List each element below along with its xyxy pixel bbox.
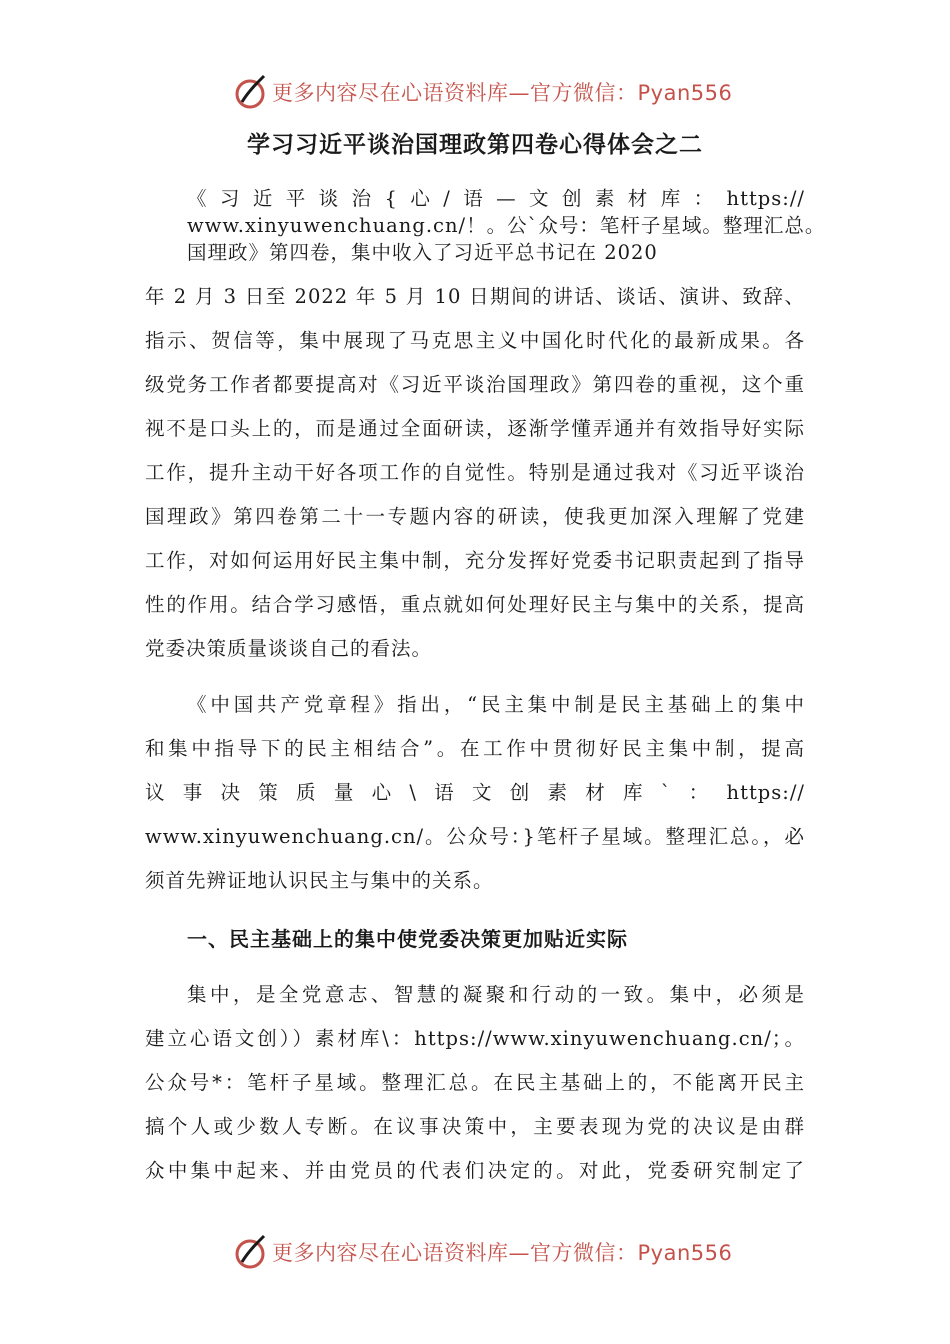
- text-line: 建立心语文创））素材库\：https://www.xinyuwenchuang.cn/；。: [145, 1027, 805, 1050]
- wechat-account: Pyan556: [637, 1241, 733, 1265]
- text-line: 指示、贺信等，集中展现了马克思主义中国化时代化的最新成果。各: [145, 329, 805, 352]
- section-heading: 一、民主基础上的集中使党委决策更加贴近实际: [187, 927, 628, 951]
- quill-logo-icon: [232, 1232, 268, 1272]
- banner-text: 更多内容尽在心语资料库—官方微信：Pyan556: [272, 81, 733, 105]
- text-line: 国理政》第四卷，集中收入了习近平总书记在 2020: [187, 241, 658, 264]
- text-line: www.xinyuwenchuang.cn/。公众号：}笔杆子星域。整理汇总。，必: [145, 825, 805, 848]
- wechat-account: Pyan556: [637, 81, 733, 105]
- text-line: 和集中指导下的民主相结合”。在工作中贯彻好民主集中制，提高: [145, 737, 805, 760]
- text-line: 议事决策质量心\语文创素材库`：https://: [145, 781, 805, 804]
- text-line: 视不是口头上的，而是通过全面研读，逐渐学懂弄通并有效指导好实际: [145, 417, 805, 440]
- text-line: www.xinyuwenchuang.cn/！。公`众号：笔杆子星域。整理汇总。: [187, 214, 826, 237]
- text-line: 性的作用。结合学习感悟，重点就如何处理好民主与集中的关系，提高: [145, 593, 805, 616]
- text-line: 党委决策质量谈谈自己的看法。: [145, 637, 433, 660]
- text-line: 搞个人或少数人专断。在议事决策中，主要表现为党的决议是由群: [145, 1115, 805, 1138]
- header-banner: [0, 70, 950, 114]
- text-line: 级党务工作者都要提高对《习近平谈治国理政》第四卷的重视，这个重: [145, 373, 805, 396]
- text-line: 《中国共产党章程》指出，“民主集中制是民主基础上的集中: [187, 693, 805, 716]
- text-line: 工作，对如何运用好民主集中制，充分发挥好党委书记职责起到了指导: [145, 549, 805, 572]
- text-line: 众中集中起来、并由党员的代表们决定的。对此，党委研究制定了: [145, 1159, 805, 1182]
- text-line: 《习近平谈治{心/语—文创素材库：https://: [187, 187, 805, 210]
- banner-text: 更多内容尽在心语资料库—官方微信：Pyan556: [272, 1241, 733, 1265]
- text-line: 年 2 月 3 日至 2022 年 5 月 10 日期间的讲话、谈话、演讲、致辞、: [145, 285, 805, 308]
- document-title: 学习习近平谈治国理政第四卷心得体会之二: [247, 132, 703, 158]
- quill-logo-icon: [232, 72, 268, 112]
- text-line: 集中，是全党意志、智慧的凝聚和行动的一致。集中，必须是: [187, 983, 805, 1006]
- text-line: 须首先辨证地认识民主与集中的关系。: [145, 869, 494, 892]
- text-line: 公众号*：笔杆子星域。整理汇总。在民主基础上的，不能离开民主: [145, 1071, 805, 1094]
- text-line: 国理政》第四卷第二十一专题内容的研读，使我更加深入理解了党建: [145, 505, 805, 528]
- text-line: 工作，提升主动干好各项工作的自觉性。特别是通过我对《习近平谈治: [145, 461, 805, 484]
- footer-banner: [0, 1230, 950, 1274]
